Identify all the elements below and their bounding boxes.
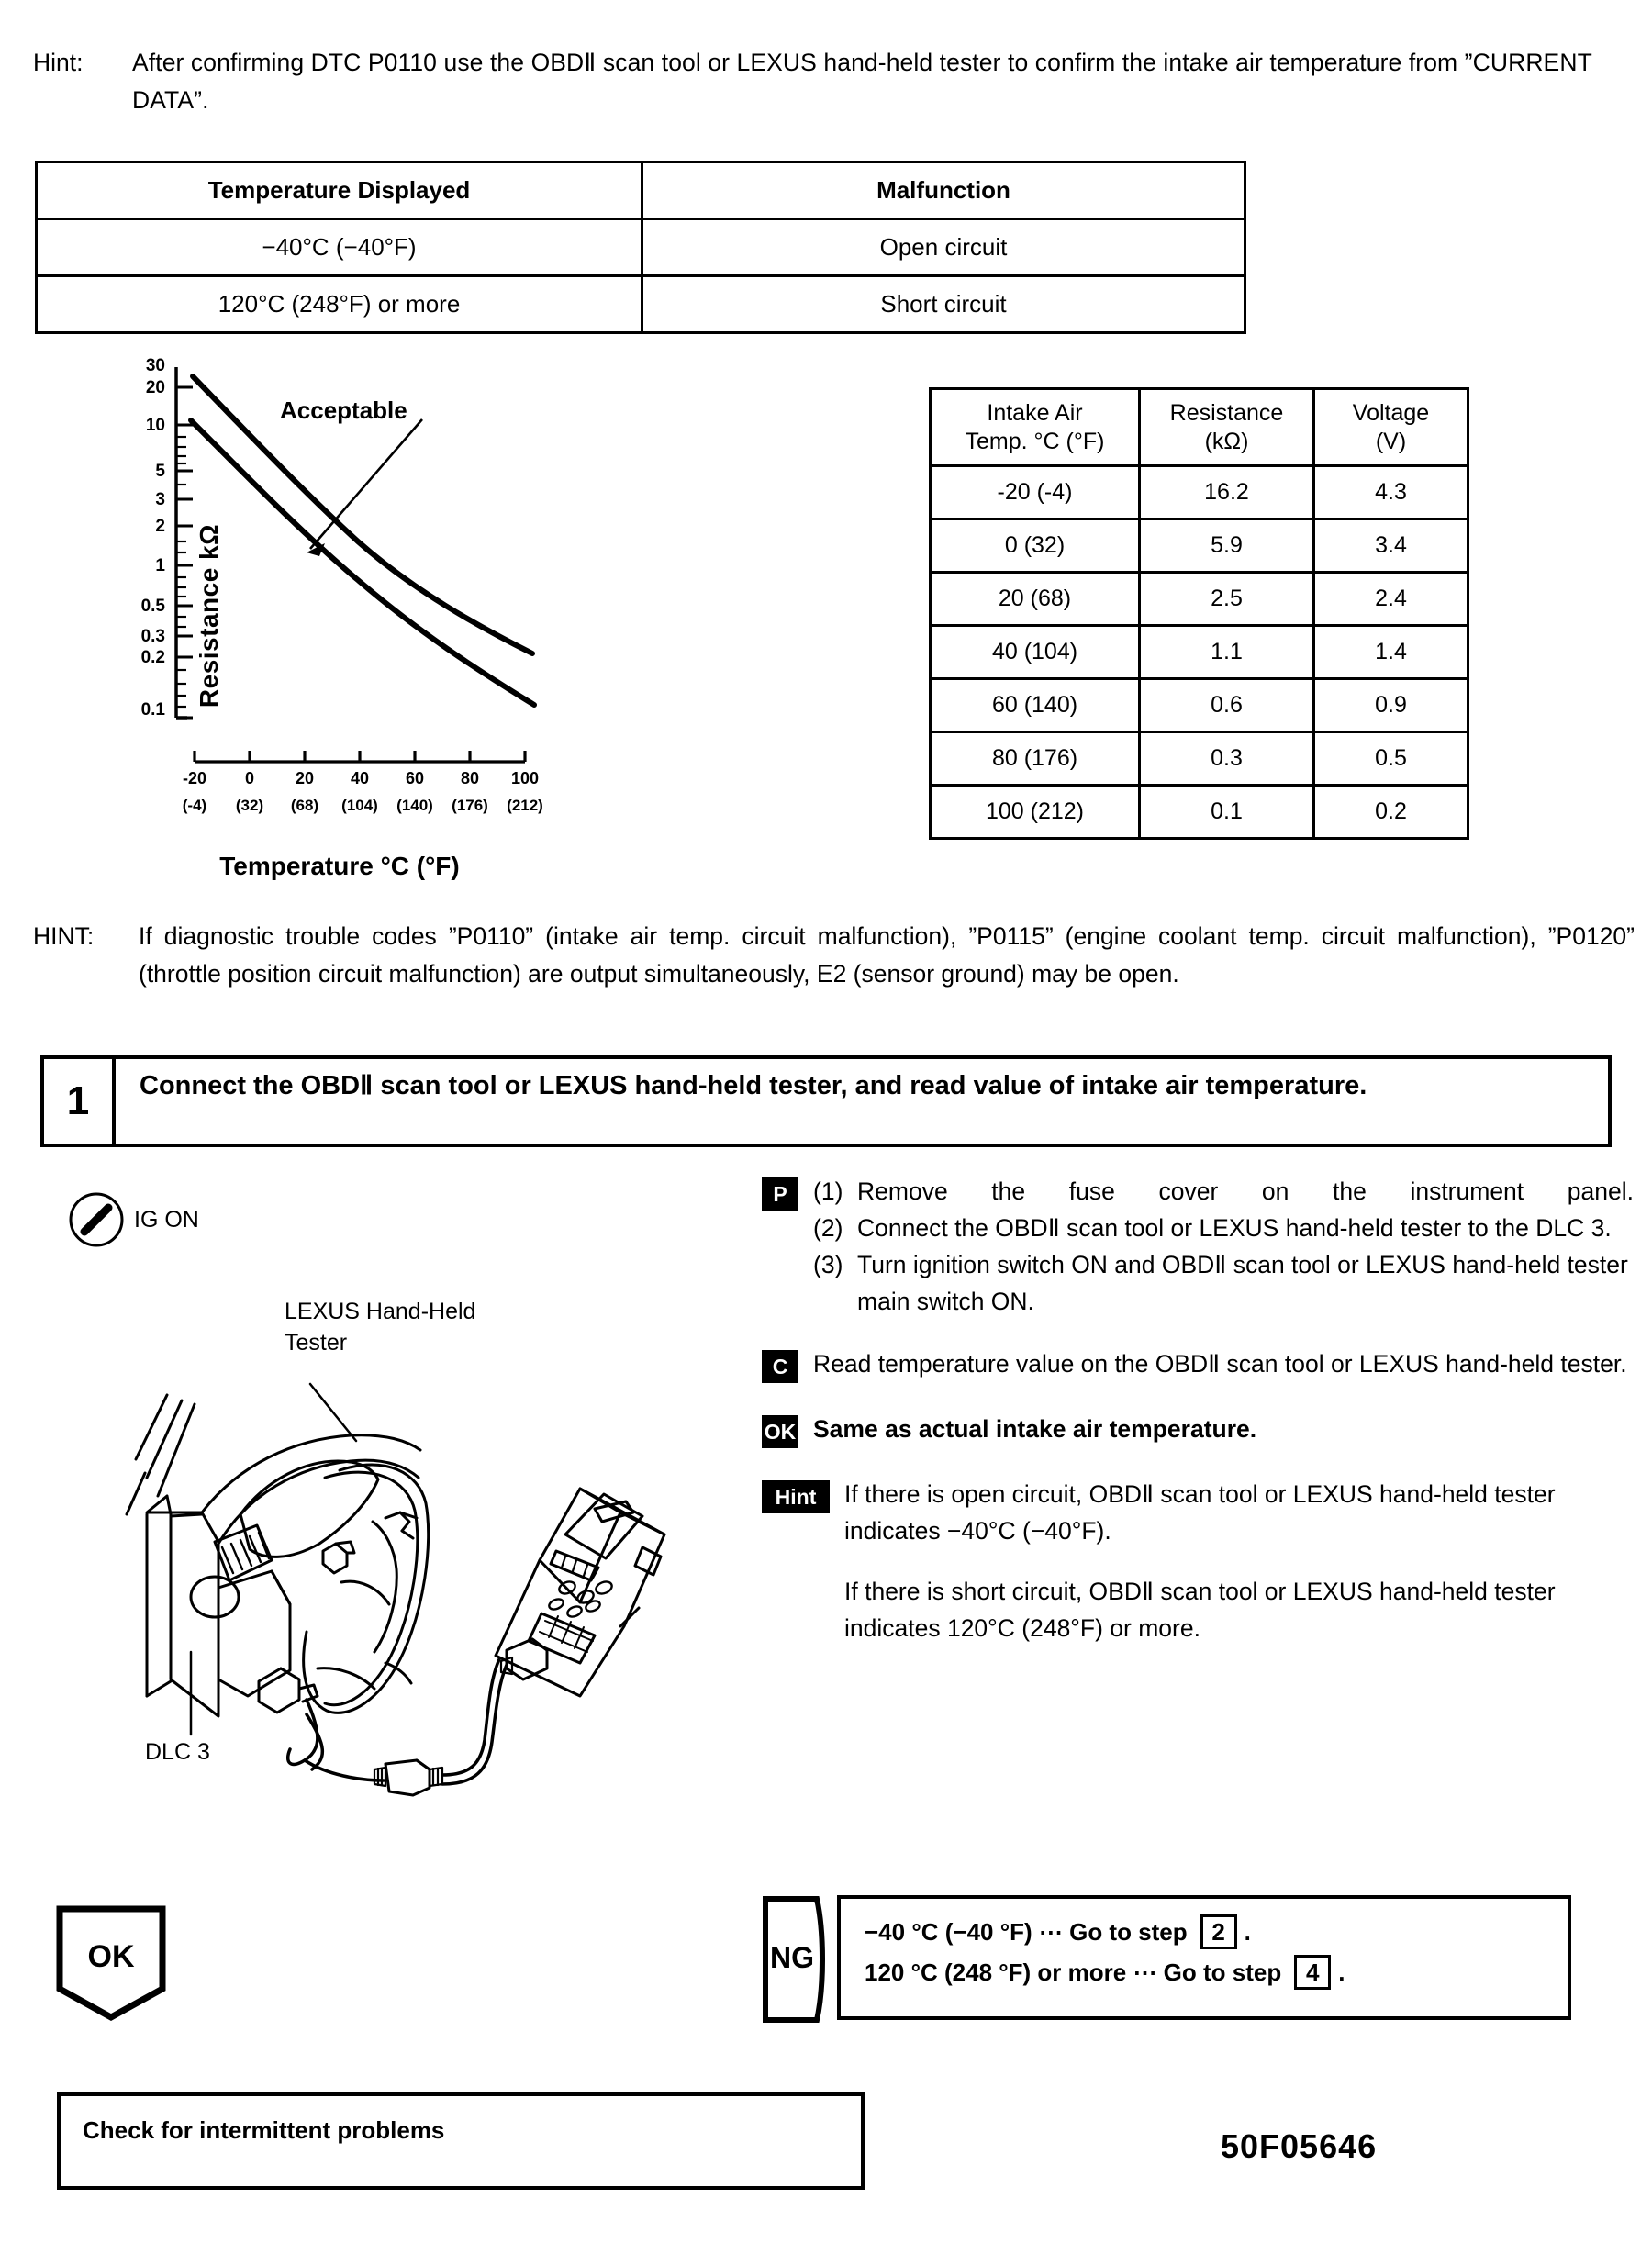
table-row [37,276,1245,333]
cell-voltage: 0.5 [1314,732,1468,786]
illustration-artwork [110,1285,771,1799]
col-header-temperature: Temperature Displayed [37,162,642,219]
y-tick-label: 5 [155,462,165,481]
cell-malfunction: Short circuit [642,276,1245,333]
hint-texts [844,1476,1634,1646]
ok-text: Same as actual intake air temperature. [813,1415,1257,1443]
table-row [931,466,1468,519]
cell-temp: 100 (212) [931,786,1140,839]
y-tick-label: 0.2 [140,648,165,667]
cell-temp: -20 (-4) [931,466,1140,519]
dlc3-callout-label: DLC 3 [145,1739,210,1765]
col-header-intake-air-temp [931,389,1140,466]
step-1-instructions [762,1173,1634,1646]
y-tick-label: 1 [155,556,165,575]
cell-voltage: 0.9 [1314,679,1468,732]
cell-temp: 60 (140) [931,679,1140,732]
table-row [931,732,1468,786]
ng-line-2-period: . [1338,1958,1345,1986]
x-tick-label-f: (212) [507,797,543,814]
step-1-header [40,1055,1612,1147]
p-items [813,1173,1634,1320]
ng-line-1-step-box: 2 [1200,1914,1237,1949]
cell-temperature: 120°C (248°F) or more [37,276,642,333]
cell-resistance: 2.5 [1140,573,1314,626]
x-tick-label-c: 20 [295,769,315,787]
cell-temp: 80 (176) [931,732,1140,786]
p-item [813,1246,1634,1320]
y-tick-label: 0.1 [140,700,165,720]
header-line-2: (V) [1375,428,1407,454]
x-tick-label-c: 60 [405,769,425,787]
col-header-resistance [1140,389,1314,466]
cell-temp: 20 (68) [931,573,1140,626]
chart-y-axis-label: Resistance kΩ [195,523,223,709]
p-item-text: Turn ignition switch ON and OBDⅡ scan tool or LEXUS hand-held tester main switch ON. [857,1251,1628,1315]
x-tick-label-f: (-4) [182,797,207,814]
p-item-text: Remove the fuse cover on the instrument panel. [857,1177,1634,1205]
ng-line-2-step-box: 4 [1294,1955,1331,1990]
header-line-1: Intake Air [987,399,1083,426]
table-header-row [37,162,1245,219]
table-row [931,626,1468,679]
hint-section-block [33,918,1635,993]
cell-resistance: 0.3 [1140,732,1314,786]
header-line-2: (kΩ) [1204,428,1249,454]
cell-voltage: 0.2 [1314,786,1468,839]
chart-annotation-acceptable: Acceptable [280,396,407,424]
cell-resistance: 16.2 [1140,466,1314,519]
resistance-voltage-table [929,387,1469,840]
hint-section-text: If diagnostic trouble codes ”P0110” (intake air temp. circuit malfunction), ”P0115” (engine coolant temp. circuit malfunction), ”P0120” (throttle position circuit malfunction) are output simultaneously, E2 (sensor ground) may be open. [139,922,1635,988]
cell-malfunction: Open circuit [642,219,1245,276]
ok-label: OK [87,1939,135,1974]
top-hint-label: Hint: [33,49,84,76]
table-row [37,219,1245,276]
top-hint-text: After confirming DTC P0110 use the OBDⅡ scan tool or LEXUS hand-held tester to confirm the intake air temperature from ”CURRENT DATA”. [132,49,1592,114]
cell-temp: 40 (104) [931,626,1140,679]
x-tick-label-c: 80 [460,769,480,787]
tester-label-line1: LEXUS Hand-Held [285,1299,476,1324]
table-row [931,519,1468,573]
p-item-number: (1) [813,1177,843,1205]
x-tick-label-f: (68) [290,797,319,814]
malfunction-table [35,161,1246,334]
y-tick-label: 20 [145,378,165,397]
p-item [813,1210,1634,1246]
cell-resistance: 1.1 [1140,626,1314,679]
y-tick-label: 10 [145,416,165,435]
x-tick-label-c: -20 [182,769,206,787]
cell-resistance: 0.1 [1140,786,1314,839]
cell-temperature: −40°C (−40°F) [37,219,642,276]
y-tick-label: 30 [145,356,165,375]
table-header-row [931,389,1468,466]
cell-voltage: 3.4 [1314,519,1468,573]
ok-decision-marker [55,1904,167,2022]
ng-tag [762,1895,828,2024]
document-code: 50F05646 [1221,2127,1378,2165]
x-tick-label-c: 40 [350,769,370,787]
resistance-temperature-chart [119,356,597,890]
x-tick-label-f: (32) [235,797,264,814]
cell-voltage: 2.4 [1314,573,1468,626]
step-title: Connect the OBDⅡ scan tool or LEXUS hand-held tester, and read value of intake air temperature. [140,1071,1367,1100]
ng-line-1-text: −40 °C (−40 °F) ⋯ Go to step [865,1918,1188,1946]
c-text: Read temperature value on the OBDⅡ scan tool or LEXUS hand-held tester. [813,1350,1627,1378]
hint-text-short-circuit: If there is short circuit, OBDⅡ scan tool or LEXUS hand-held tester indicates 120°C (248°F) or more. [844,1578,1556,1642]
hint-text-open-circuit: If there is open circuit, OBDⅡ scan tool or LEXUS hand-held tester indicates −40°C (−40°F). [844,1480,1556,1545]
ig-on-indicator [68,1191,199,1248]
x-tick-label-f: (176) [452,797,488,814]
p-item-number: (3) [813,1251,843,1278]
ng-line-2 [865,1952,1568,1992]
col-header-malfunction: Malfunction [642,162,1245,219]
y-tick-label: 3 [155,490,165,509]
step-number: 1 [44,1059,116,1144]
ng-line-1 [865,1912,1568,1952]
y-tick-label: 0.3 [140,627,165,646]
badge-hint-icon: Hint [762,1480,830,1513]
cell-voltage: 4.3 [1314,466,1468,519]
ng-label: NG [770,1941,814,1974]
cell-temp: 0 (32) [931,519,1140,573]
ng-line-1-period: . [1244,1918,1251,1946]
check-intermittent-box [57,2092,865,2190]
top-hint-block [33,44,1630,119]
table-row [931,786,1468,839]
instruction-block-c [762,1345,1634,1383]
check-intermittent-text: Check for intermittent problems [83,2116,445,2144]
ng-line-2-text: 120 °C (248 °F) or more ⋯ Go to step [865,1958,1282,1986]
cell-voltage: 1.4 [1314,626,1468,679]
ng-decision-block [762,1895,1571,2024]
chart-x-axis-label: Temperature °C (°F) [219,852,460,880]
p-item [813,1173,1634,1210]
header-line-2: Temp. °C (°F) [965,428,1105,454]
ignition-key-icon [68,1191,125,1248]
table-row [931,573,1468,626]
instruction-block-hint [762,1476,1634,1646]
cell-resistance: 0.6 [1140,679,1314,732]
x-tick-label-f: (104) [341,797,378,814]
x-tick-label-f: (140) [396,797,433,814]
cell-resistance: 5.9 [1140,519,1314,573]
col-header-voltage [1314,389,1468,466]
instruction-block-ok [762,1411,1634,1448]
table-row [931,679,1468,732]
badge-p-icon: P [762,1177,798,1211]
ng-instruction-box [837,1895,1571,2020]
x-tick-label-c: 100 [510,769,540,787]
x-tick-label-c: 0 [244,769,254,787]
y-tick-label: 0.5 [140,597,165,616]
y-tick-label: 2 [155,517,165,536]
header-line-1: Resistance [1169,399,1284,426]
ig-on-label: IG ON [134,1206,199,1233]
instruction-block-p [762,1173,1634,1320]
tester-label-line2: Tester [285,1330,348,1356]
header-line-1: Voltage [1352,399,1430,426]
vehicle-dlc-illustration [110,1285,771,1799]
badge-ok-icon: OK [762,1415,798,1448]
badge-c-icon: C [762,1350,798,1383]
p-item-text: Connect the OBDⅡ scan tool or LEXUS hand-held tester to the DLC 3. [857,1214,1612,1242]
hint-section-label: HINT: [33,922,95,950]
p-item-number: (2) [813,1214,843,1242]
chart-plot-area [119,367,597,798]
